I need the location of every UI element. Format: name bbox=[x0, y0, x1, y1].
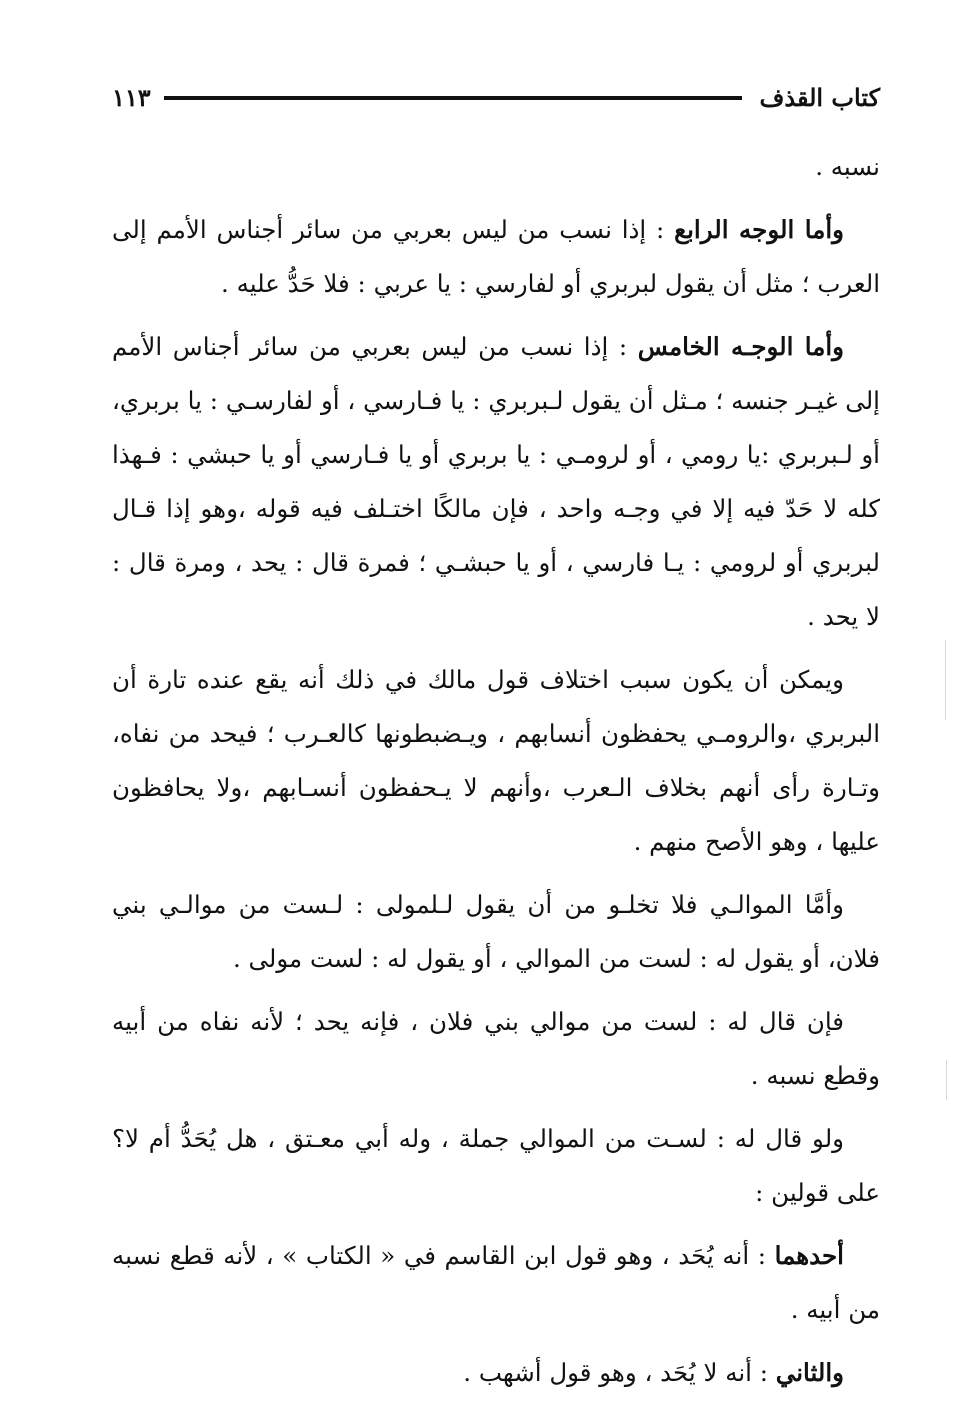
paragraph bbox=[112, 878, 880, 986]
paragraph-text: : أنه يُحَد ، وهو قول ابن القاسم في « الكتاب » ، لأنه قطع نسبه من أبيه . bbox=[112, 1241, 880, 1324]
paragraph-lead: أحدهما bbox=[774, 1241, 844, 1270]
page-number: ١١٣ bbox=[112, 83, 151, 112]
paragraph-text: ولو قال له : لسـت من الموالي جملة ، وله أبي معـتق ، هل يُحَدُّ أم لا؟ على قولين : bbox=[112, 1124, 880, 1207]
paragraph bbox=[112, 320, 880, 644]
paragraph bbox=[112, 995, 880, 1103]
paragraph bbox=[112, 140, 880, 194]
running-header bbox=[112, 78, 880, 118]
paragraph bbox=[112, 653, 880, 869]
paragraph-text: : أنه لا يُحَد ، وهو قول أشهب . bbox=[463, 1358, 776, 1387]
scan-edge-mark bbox=[945, 640, 946, 720]
paragraph-text: فإن قال له : لست من موالي بني فلان ، فإنه يحد ؛ لأنه نفاه من أبيه وقطع نسبه . bbox=[112, 1007, 880, 1090]
paragraph-text: ويمكن أن يكون سبب اختلاف قول مالك في ذلك أنه يقع عنده تارة أن البربري ،والرومـي يحفظون أنسابهم ، ويـضبطونها كالعـرب ؛ فيحد من نفاه، وتـارة رأى أنهم بخلاف الـعرب ،وأنهم لا يـحفظون أنسـابهم ،ولا يحافظون عليها ، وهو الأصح منهم . bbox=[112, 665, 880, 856]
paragraph-lead: وأما الوجه الرابع bbox=[674, 215, 844, 244]
paragraph bbox=[112, 1229, 880, 1337]
paragraph-lead: والثاني bbox=[775, 1358, 844, 1387]
paragraph bbox=[112, 1346, 880, 1400]
header-rule bbox=[164, 96, 742, 100]
paragraph bbox=[112, 1112, 880, 1220]
book-title: كتاب القذف bbox=[759, 83, 880, 112]
body-text bbox=[112, 140, 880, 1409]
paragraph-text: : إذا نسب من ليس بعربي من سائر أجناس الأمم إلى العرب ؛ مثل أن يقول لبربري أو لفارسي : يا عربي : فلا حَدُّ عليه . bbox=[112, 215, 880, 298]
paragraph bbox=[112, 203, 880, 311]
paragraph-text: نسبه . bbox=[815, 152, 880, 181]
paragraph-lead: وأما الوجـه الخامس bbox=[637, 332, 844, 361]
paragraph-text: وأمَّا الموالـي فلا تخلـو من أن يقول لـلمولى : لـست من موالـي بني فلان، أو يقول له : لست من الموالي ، أو يقول له : لست مولى . bbox=[112, 890, 880, 973]
paragraph-text: : إذا نسب من ليس بعربي من سائر أجناس الأمم إلى غيـر جنسه ؛ مـثل أن يقول لـبربري : يا فـارسي ، أو لفارسـي : يا بربري، أو لـبربري :يا رومي ، أو لرومـي : يا بربري أو يا فـارسي أو يا حبشي : فـهذا كله لا حَدّ فيه إلا في وجـه واحد ، فإن مالكًا اختـلف فيه قوله ،وهو إذا قـال لبربري أو لرومي : يـا فارسي ، أو يا حبشـي ؛ فمرة قال : يحد ، ومرة قال : لا يحد . bbox=[112, 332, 880, 631]
scan-edge-mark bbox=[946, 1060, 947, 1100]
